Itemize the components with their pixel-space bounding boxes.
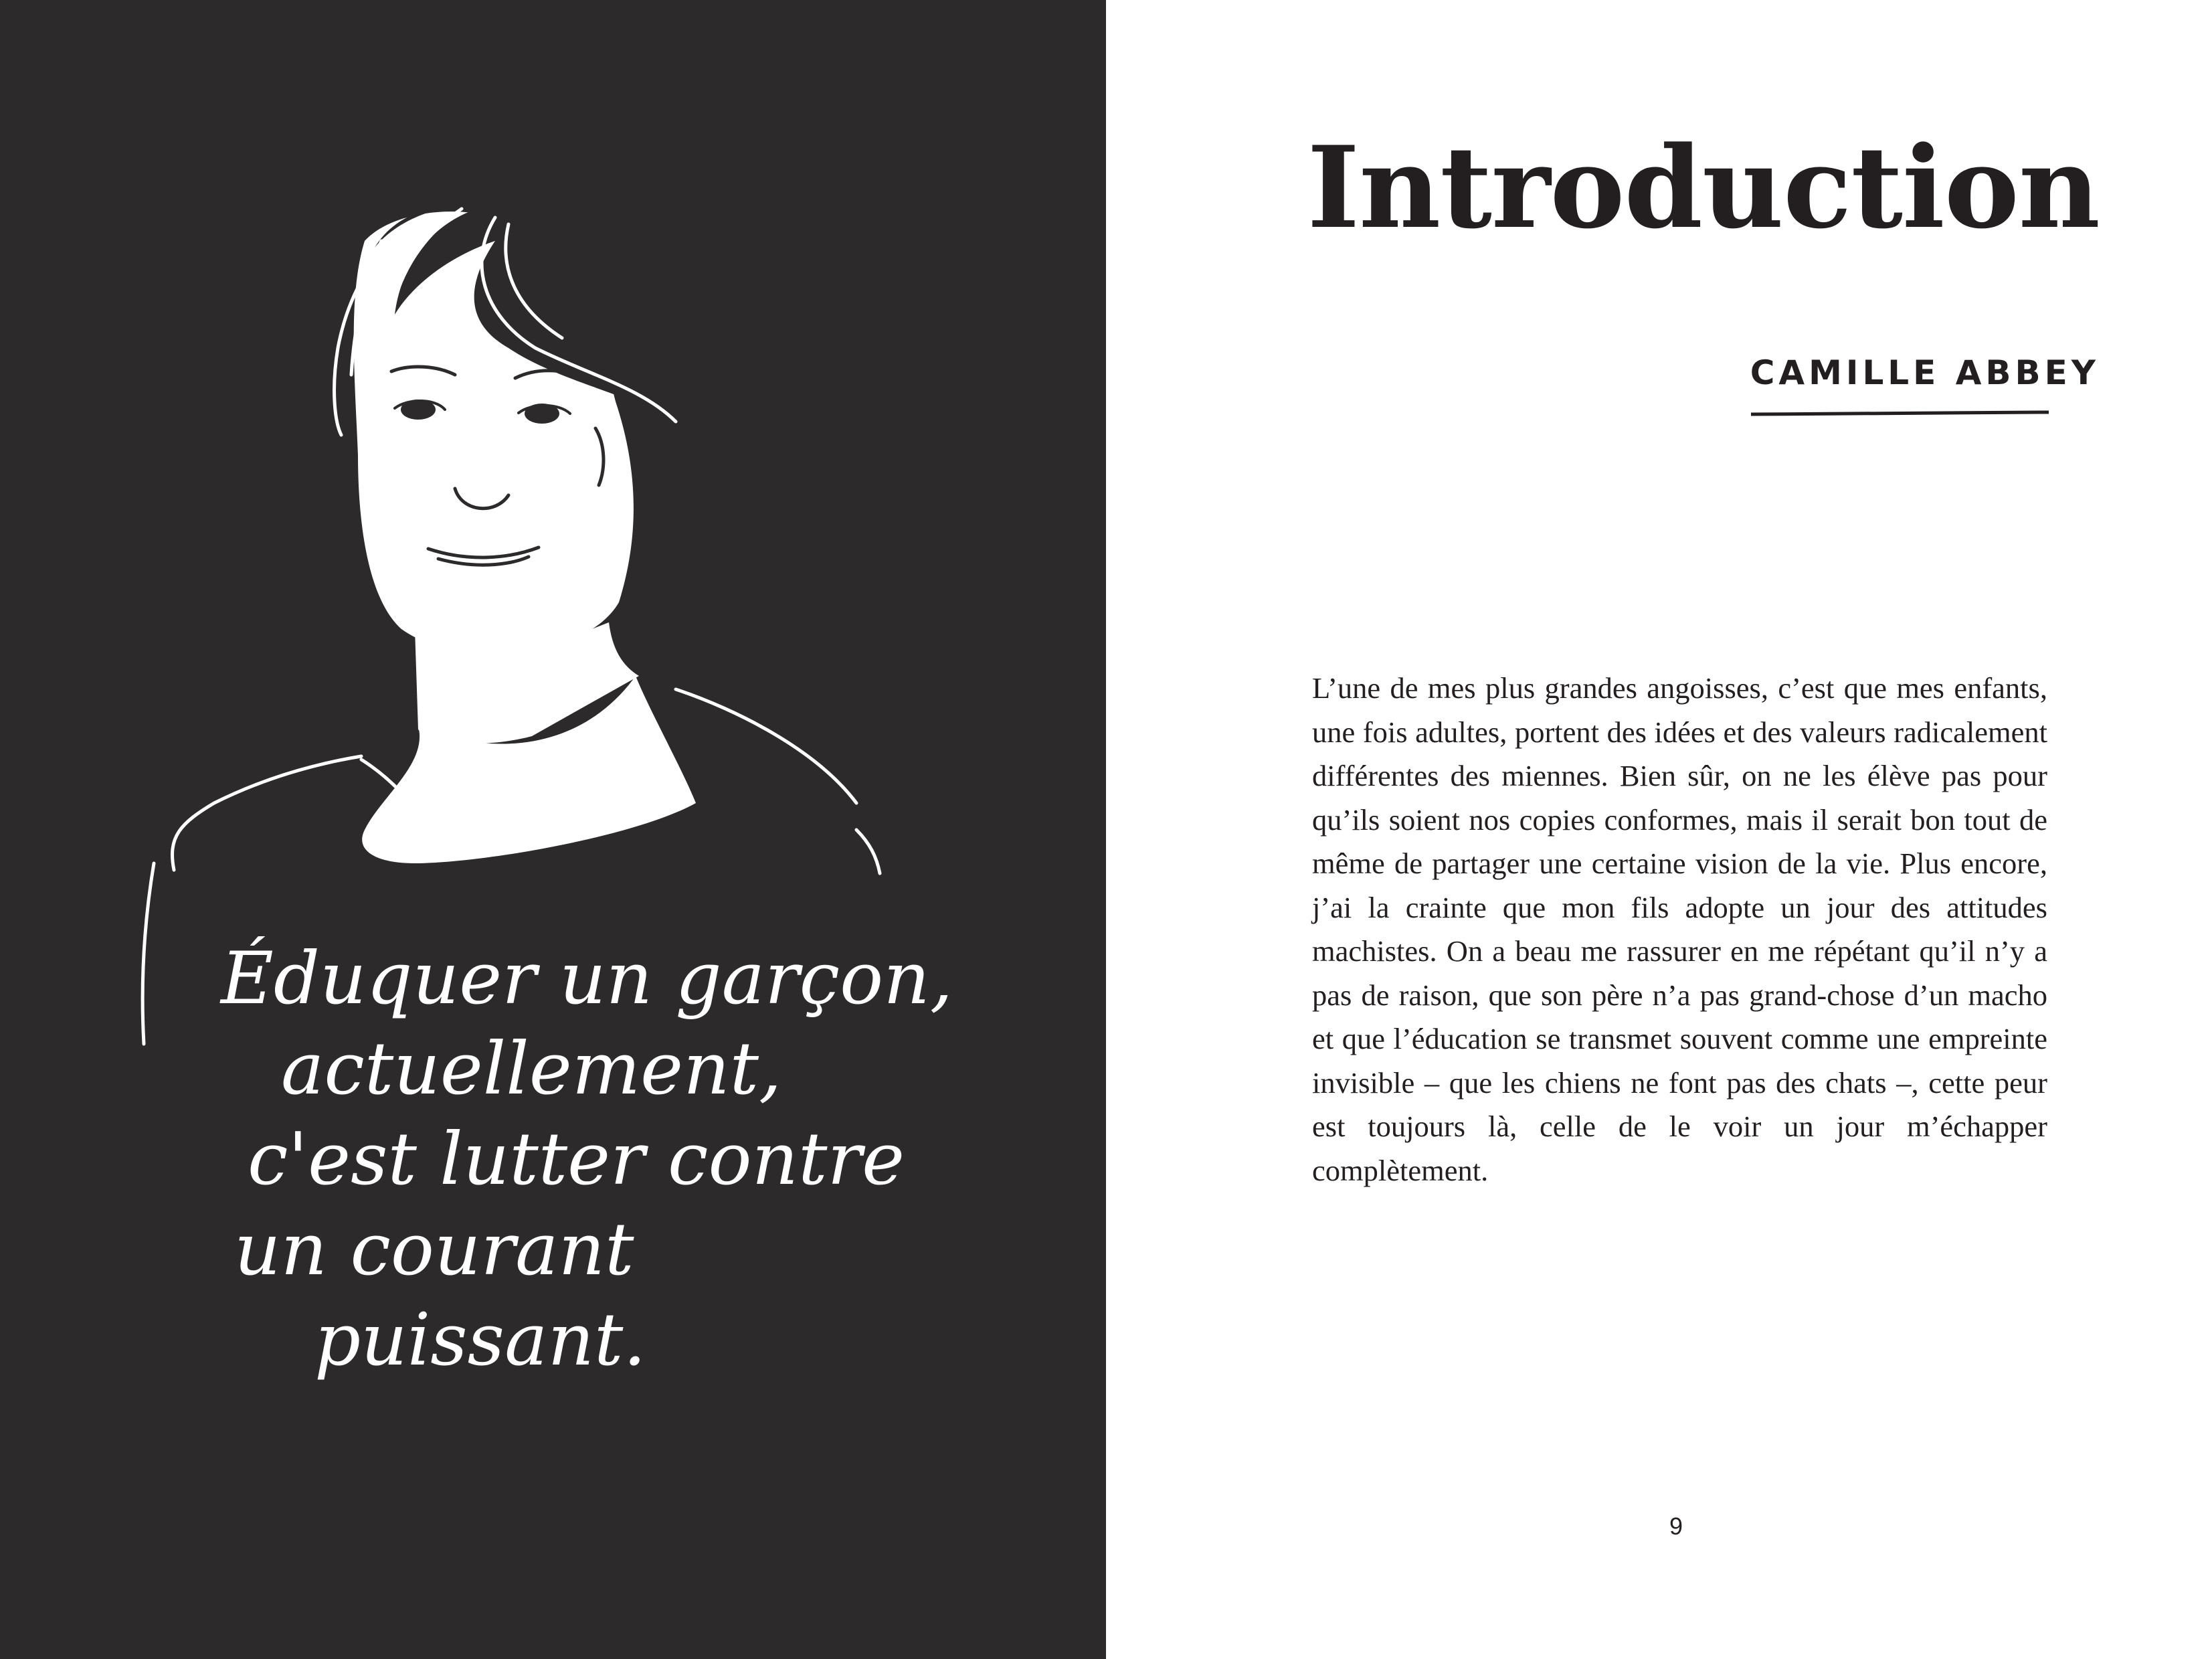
quote-line: puissant. (314, 1298, 646, 1382)
author-name: CAMILLE ABBEY (1750, 353, 2100, 392)
intro-paragraph: L’une de mes plus grandes angoisses, c’est que mes enfants, une fois adultes, portent des idées et des valeurs radicalement différentes des miennes. Bien sûr, on ne les élève pas pour qu’ils soient nos copies conformes, mais il serait bon tout de même de partager une certaine vision de la vie. Plus encore, j’ai la crainte que mon fils adopte un jour des attitudes machistes. On a beau me rassurer en me répétant qu’il n’y a pas de raison, que son père n’a pas grand-chose d’un macho et que l’éducation se transmet souvent comme une empreinte invisible – que les chiens ne font pas des chats –, cette peur est toujours là, celle de le voir un jour m’échapper complètement. (1312, 671, 2047, 1187)
quote-line: Éduquer un garçon, (221, 937, 953, 1021)
quote-line: actuellement, (281, 1027, 782, 1111)
page-number: 9 (1669, 1512, 1683, 1540)
handwritten-quote (221, 934, 1024, 1385)
right-page (1106, 0, 2212, 1659)
quote-line: un courant (234, 1208, 634, 1292)
quote-line: c'est lutter contre (248, 1118, 905, 1201)
author-underline (1751, 410, 2049, 416)
page-title: Introduction (1307, 121, 2100, 254)
